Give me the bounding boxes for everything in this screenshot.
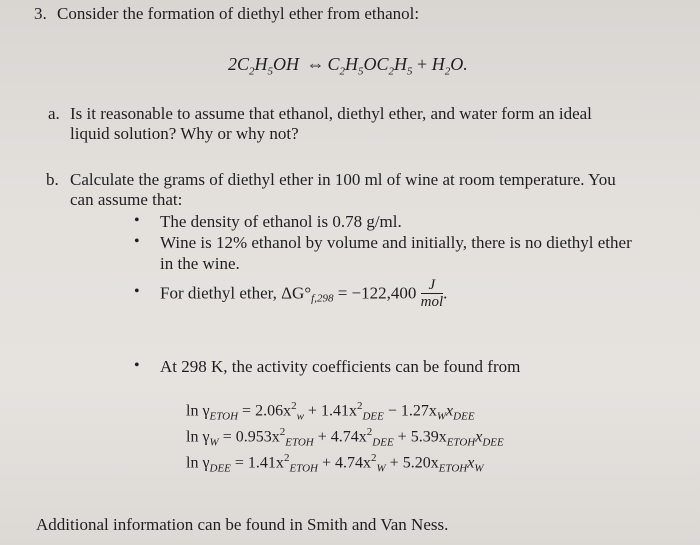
part-a-label: a. bbox=[48, 104, 60, 123]
eq-subscript: W bbox=[376, 462, 386, 475]
eq-subscript: W bbox=[474, 462, 484, 475]
eq-term: + 5.39x bbox=[393, 428, 447, 446]
units-numerator: J bbox=[421, 277, 444, 294]
part-b-line2: can assume that: bbox=[70, 190, 183, 209]
reaction-term: H bbox=[345, 54, 359, 74]
reaction-subscript: 5 bbox=[407, 65, 413, 78]
eq-term: x bbox=[446, 402, 454, 420]
footer-note: Additional information can be found in Smith and Van Ness. bbox=[36, 515, 449, 534]
reaction-term: OH bbox=[273, 54, 300, 74]
gibbs-subscript: f,298 bbox=[311, 292, 334, 305]
eq-superscript: 2 bbox=[279, 426, 286, 438]
eq-subscript: DEE bbox=[482, 436, 504, 449]
gibbs-period: . bbox=[443, 283, 448, 303]
reaction-subscript: 2 bbox=[388, 65, 395, 78]
reaction-subscript: 5 bbox=[267, 65, 274, 78]
part-a-line2: liquid solution? Why or why not? bbox=[70, 124, 299, 143]
reaction-subscript: 5 bbox=[358, 65, 364, 78]
equation-ethanol bbox=[186, 400, 475, 423]
part-b-line1: Calculate the grams of diethyl ether in 100 ml of wine at room temperature. You bbox=[70, 170, 616, 189]
bullet-activity: At 298 K, the activity coefficients can be found from bbox=[160, 357, 521, 376]
eq-superscript: 2 bbox=[366, 426, 373, 438]
eq-subscript: DEE bbox=[372, 436, 394, 449]
question-heading bbox=[34, 4, 419, 24]
eq-lhs: ln γ bbox=[186, 454, 210, 472]
reaction-term: H bbox=[254, 54, 268, 74]
reaction-equation bbox=[228, 54, 468, 78]
eq-subscript: W bbox=[209, 436, 219, 449]
eq-subscript: ETOH bbox=[285, 436, 314, 449]
bullet-dot: • bbox=[134, 357, 140, 374]
eq-term: x bbox=[475, 428, 483, 446]
eq-term: = 2.06x bbox=[238, 402, 292, 420]
eq-lhs: ln γ bbox=[186, 428, 210, 446]
eq-subscript: ETOH bbox=[446, 436, 476, 449]
units-denominator: mol bbox=[420, 294, 444, 310]
eq-lhs: ln γ bbox=[186, 402, 210, 420]
reaction-term: 2C bbox=[228, 54, 250, 74]
plus-sign: + bbox=[412, 54, 432, 74]
eq-subscript: W bbox=[436, 410, 447, 423]
eq-term: = 0.953x bbox=[218, 428, 280, 446]
bullet-dot: • bbox=[134, 283, 140, 300]
eq-subscript: DEE bbox=[453, 410, 475, 423]
eq-term: + 1.41x bbox=[303, 402, 357, 420]
bullet-gibbs bbox=[160, 277, 447, 310]
reaction-term: O. bbox=[450, 54, 468, 74]
reaction-term: C bbox=[327, 54, 340, 74]
gibbs-value: = −122,400 bbox=[333, 283, 417, 303]
bullet-wine-line1: Wine is 12% ethanol by volume and initially, there is no diethyl ether bbox=[160, 233, 632, 252]
gibbs-units-fraction bbox=[421, 277, 444, 310]
eq-subscript: ETOH bbox=[438, 462, 468, 475]
eq-superscript: 2 bbox=[291, 400, 297, 412]
reaction-term: H bbox=[431, 54, 445, 74]
bullet-dot: • bbox=[134, 233, 140, 250]
eq-term: = 1.41x bbox=[230, 454, 284, 472]
part-b-label: b. bbox=[46, 170, 59, 189]
eq-subscript: DEE bbox=[209, 462, 231, 475]
eq-term: − 1.27x bbox=[383, 402, 437, 420]
bullet-density: The density of ethanol is 0.78 g/ml. bbox=[160, 212, 402, 231]
question-number: 3. bbox=[34, 4, 47, 23]
eq-subscript: w bbox=[296, 410, 304, 423]
bullet-dot: • bbox=[134, 212, 140, 229]
eq-term: + 4.74x bbox=[313, 428, 367, 446]
eq-term: + 5.20x bbox=[385, 454, 439, 472]
eq-term: x bbox=[467, 454, 475, 472]
eq-superscript: 2 bbox=[371, 452, 377, 464]
gibbs-text: For diethyl ether, ΔG° bbox=[160, 283, 312, 303]
eq-subscript: ETOH bbox=[209, 410, 239, 423]
eq-superscript: 2 bbox=[356, 400, 363, 412]
question-prompt: Consider the formation of diethyl ether from ethanol: bbox=[57, 4, 420, 23]
eq-superscript: 2 bbox=[283, 452, 290, 464]
eq-subscript: DEE bbox=[362, 410, 384, 423]
part-a-line1: Is it reasonable to assume that ethanol, diethyl ether, and water form an ideal bbox=[70, 104, 592, 123]
equation-water bbox=[186, 426, 504, 449]
reaction-subscript: 2 bbox=[249, 65, 255, 78]
reaction-term: OC bbox=[363, 54, 389, 74]
equilibrium-arrow: ⇔ bbox=[306, 54, 325, 74]
reaction-subscript: 2 bbox=[444, 65, 451, 78]
bullet-wine-line2: in the wine. bbox=[160, 254, 240, 273]
eq-subscript: ETOH bbox=[289, 462, 318, 475]
reaction-term: H bbox=[394, 54, 408, 74]
equation-diethyl-ether bbox=[186, 452, 484, 475]
eq-term: + 4.74x bbox=[317, 454, 371, 472]
reaction-subscript: 2 bbox=[339, 65, 346, 78]
